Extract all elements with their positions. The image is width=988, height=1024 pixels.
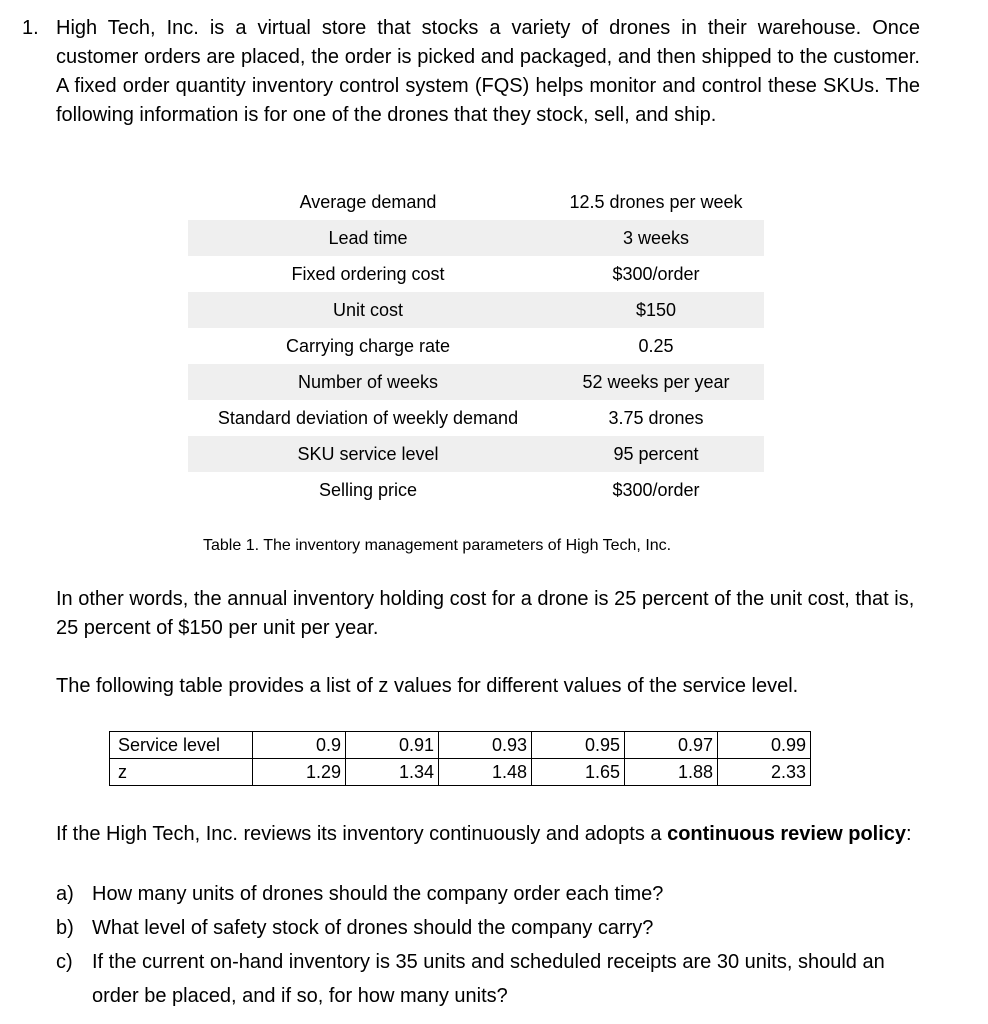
table-row: [110, 759, 811, 786]
param-label: Selling price: [318, 479, 418, 500]
service-level-cell: 0.91: [346, 732, 439, 759]
table-row: [188, 256, 764, 292]
param-value: 95 percent: [613, 443, 699, 464]
param-label: Standard deviation of weekly demand: [217, 407, 519, 428]
param-value: $300/order: [612, 479, 700, 500]
table-row: [188, 400, 764, 436]
policy-statement: [56, 820, 936, 849]
table-row: [188, 220, 764, 256]
param-label: SKU service level: [297, 443, 439, 464]
table-row: [188, 472, 764, 508]
list-item: [56, 911, 936, 945]
z-value-cell: 1.34: [346, 759, 439, 786]
param-value: 0.25: [638, 335, 674, 356]
list-item: [56, 877, 936, 911]
param-label: Lead time: [328, 227, 408, 248]
z-values-table: [109, 731, 811, 786]
param-value: 3 weeks: [622, 227, 690, 248]
service-level-cell: 0.97: [625, 732, 718, 759]
policy-tail: :: [906, 823, 912, 845]
policy-bold: continuous review policy: [667, 823, 907, 845]
param-value: 12.5 drones per week: [569, 191, 743, 212]
service-level-label: Service level: [110, 732, 253, 759]
z-value-cell: 1.88: [625, 759, 718, 786]
param-label: Average demand: [299, 191, 437, 212]
service-level-cell: 0.95: [532, 732, 625, 759]
question-number: 1.: [22, 17, 39, 39]
param-label: Unit cost: [332, 299, 404, 320]
table-row: [188, 364, 764, 400]
z-value-cell: 1.29: [253, 759, 346, 786]
list-marker: b): [56, 917, 74, 939]
z-value-cell: 1.48: [439, 759, 532, 786]
table-row: [188, 292, 764, 328]
service-level-cell: 0.99: [718, 732, 811, 759]
holding-cost-note: In other words, the annual inventory holding cost for a drone is 25 percent of the unit cost, that is, 25 percent of $150 per unit per year.: [56, 588, 915, 639]
parameters-table: [188, 184, 764, 508]
subquestion-list: [56, 877, 936, 1013]
z-value-cell: 2.33: [718, 759, 811, 786]
table-row: [188, 436, 764, 472]
subquestion-text: How many units of drones should the company order each time?: [92, 883, 664, 905]
z-value-cell: 1.65: [532, 759, 625, 786]
table-row: [188, 328, 764, 364]
param-value: $300/order: [612, 263, 700, 284]
table-row: [188, 184, 764, 220]
list-item: [56, 945, 936, 1013]
policy-lead: If the High Tech, Inc. reviews its inventory continuously and adopts a: [56, 823, 668, 845]
subquestion-text: If the current on-hand inventory is 35 units and scheduled receipts are 30 units, should an order be placed, and if so, for how many units?: [92, 951, 885, 1007]
list-marker: a): [56, 883, 74, 905]
table-row: [110, 732, 811, 759]
table-caption: Table 1. The inventory management parameters of High Tech, Inc.: [203, 537, 672, 554]
list-marker: c): [56, 951, 73, 973]
param-value: $150: [635, 299, 677, 320]
subquestion-text: What level of safety stock of drones should the company carry?: [92, 917, 654, 939]
question-intro: High Tech, Inc. is a virtual store that stocks a variety of drones in their warehouse. Once customer orders are placed, the order is picked and packaged, and then shipped to the customer. A fixed order quantity inventory control system (FQS) helps monitor and control these SKUs. The following information is for one of the drones that they stock, sell, and ship.: [56, 17, 920, 126]
z-label: z: [110, 759, 253, 786]
param-label: Fixed ordering cost: [291, 263, 445, 284]
param-label: Number of weeks: [297, 371, 439, 392]
service-level-cell: 0.9: [253, 732, 346, 759]
param-value: 52 weeks per year: [582, 371, 730, 392]
param-value: 3.75 drones: [608, 407, 704, 428]
z-table-intro: The following table provides a list of z values for different values of the service level.: [56, 675, 799, 697]
service-level-cell: 0.93: [439, 732, 532, 759]
param-label: Carrying charge rate: [285, 335, 451, 356]
